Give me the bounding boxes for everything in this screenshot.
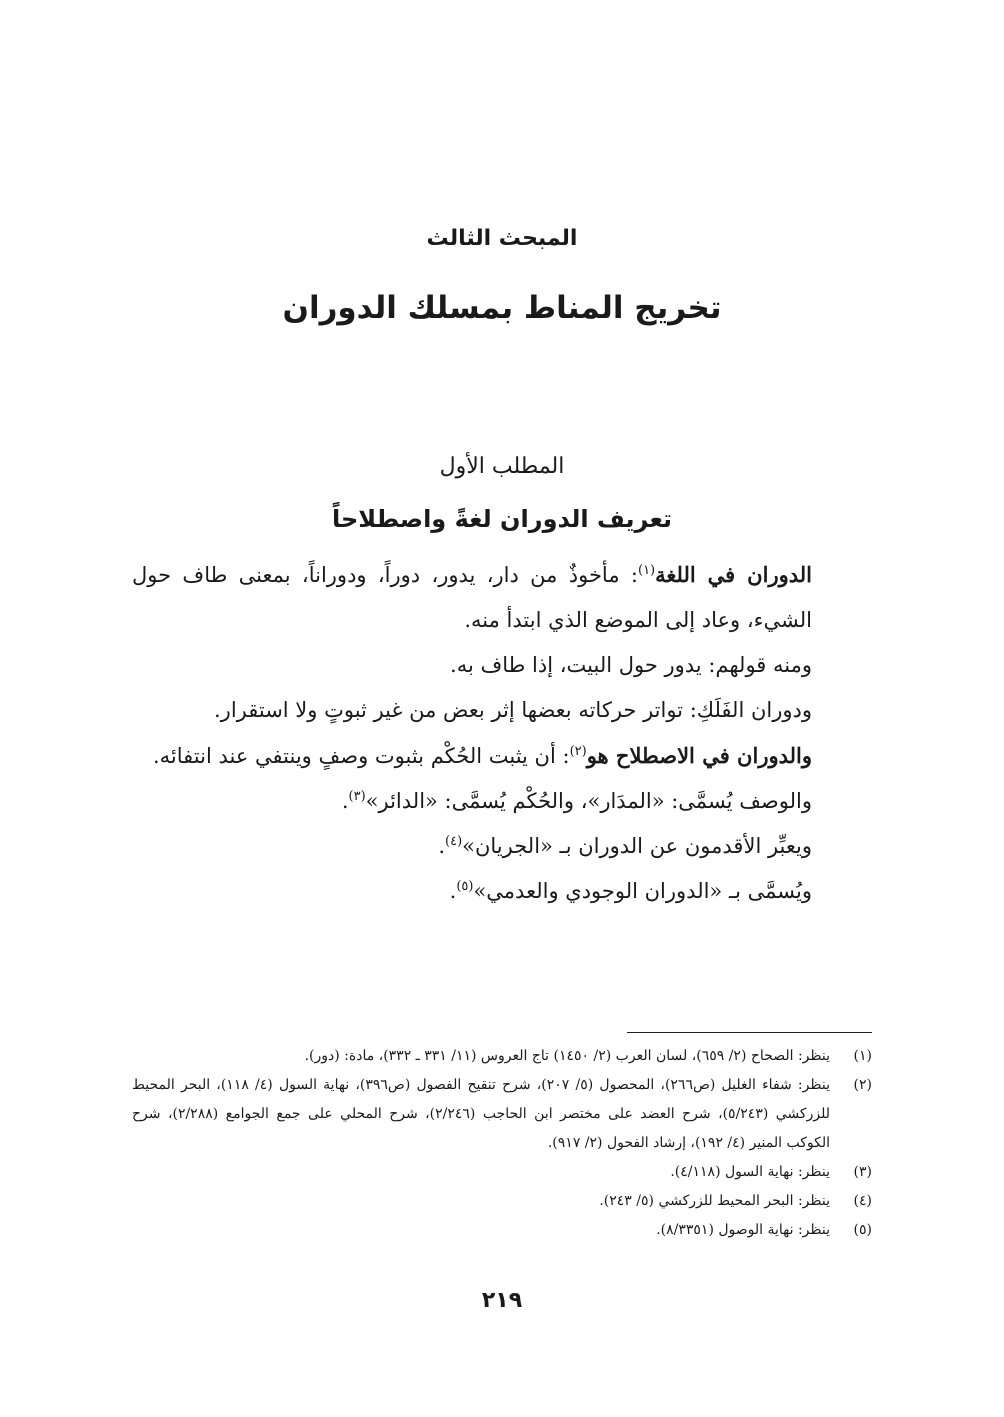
footnote-text: ينظر: الصحاح (٢/ ٦٥٩)، لسان العرب (٢/ ١٤٥٠) تاج العروس (١١/ ٣٣١ ـ ٣٣٢)، مادة: (دور). (304, 1048, 830, 1064)
footnote-divider (627, 1032, 872, 1033)
paragraph-ancients (132, 824, 872, 869)
paragraph-example (132, 643, 872, 688)
chapter-label: المبحث الثالث (426, 226, 578, 251)
paragraph-text: : أن يثبت الحُكْم بثبوت وصفٍ وينتفي عند انتفائه. (152, 744, 570, 768)
footnote-text: ينظر: شفاء الغليل (ص٢٦٦)، المحصول (٥/ ٢٠٧)، شرح تنقيح الفصول (ص٣٩٦)، نهاية السول (٤/ ١١٨)، البحر المحيط للزركشي (٥/٢٤٣)، شرح العضد على مختصر ابن الحاجب (٢/٢٤٦)، شرح المحلي على جمع الجوامع (٢/٢٨٨)، شرح الكوكب المنير (٤/ ١٩٢)، إرشاد الفحول (٢/ ٩١٧). (132, 1077, 830, 1151)
body-text (132, 552, 872, 914)
footnote-item (132, 1158, 872, 1187)
paragraph-linguistic-definition (132, 552, 872, 643)
paragraph-end: . (438, 834, 445, 858)
footnote-number: (٢) (853, 1077, 872, 1093)
paragraph-alternate-name (132, 869, 872, 914)
page-number: ٢١٩ (481, 1288, 523, 1313)
footnote-ref-3[interactable]: (٣) (348, 789, 366, 804)
footnote-text: ينظر: نهاية السول (٤/١١٨). (670, 1164, 830, 1180)
footnote-ref-5[interactable]: (٥) (456, 879, 474, 894)
footnote-item (132, 1071, 872, 1158)
footnote-item (132, 1042, 872, 1071)
paragraph-celestial (132, 688, 872, 733)
paragraph-text: والوصف يُسمَّى: «المدَار»، والحُكْم يُسمَّى: «الدائر» (365, 789, 812, 813)
paragraph-text: ويُسمَّى بـ «الدوران الوجودي والعدمي» (473, 879, 812, 903)
paragraph-text: ومنه قولهم: يدور حول البيت، إذا طاف به. (450, 653, 812, 677)
paragraph-naming (132, 779, 872, 824)
paragraph-end: . (341, 789, 349, 813)
footnote-ref-2[interactable]: (٢) (569, 744, 587, 759)
footnotes (132, 1042, 872, 1245)
section-title: تعريف الدوران لغةً واصطلاحاً (331, 505, 673, 533)
paragraph-text: ويعبِّر الأقدمون عن الدوران بـ «الجريان» (462, 834, 812, 858)
footnote-ref-1[interactable]: (١) (637, 563, 656, 578)
paragraph-text: ودوران الفَلَكِ: تواتر حركاته بعضها إثر بعض من غير ثبوتٍ ولا استقرار. (214, 698, 812, 722)
footnote-text: ينظر: نهاية الوصول (٨/٣٣٥١). (656, 1222, 830, 1238)
footnote-item (132, 1216, 872, 1245)
term-technical: والدوران في الاصطلاح هو (586, 743, 812, 768)
footnote-text: ينظر: البحر المحيط للزركشي (٥/ ٢٤٣). (599, 1193, 830, 1209)
footnote-number: (١) (853, 1048, 872, 1064)
footnote-number: (٥) (853, 1222, 872, 1238)
footnote-item (132, 1187, 872, 1216)
paragraph-technical-definition (132, 733, 872, 779)
footnote-ref-4[interactable]: (٤) (445, 834, 463, 849)
section-label: المطلب الأول (439, 454, 565, 479)
footnote-number: (٣) (853, 1164, 872, 1180)
chapter-title: تخريج المناط بمسلك الدوران (282, 290, 722, 326)
footnote-number: (٤) (853, 1193, 872, 1209)
paragraph-end: . (449, 879, 457, 903)
term-linguistic: الدوران في اللغة (655, 562, 812, 587)
paragraph-text: : مأخوذٌ من دار، يدور، دوراً، ودوراناً، بمعنى طاف حول الشيء، وعاد إلى الموضع الذي ابتدأ منه. (132, 563, 812, 632)
